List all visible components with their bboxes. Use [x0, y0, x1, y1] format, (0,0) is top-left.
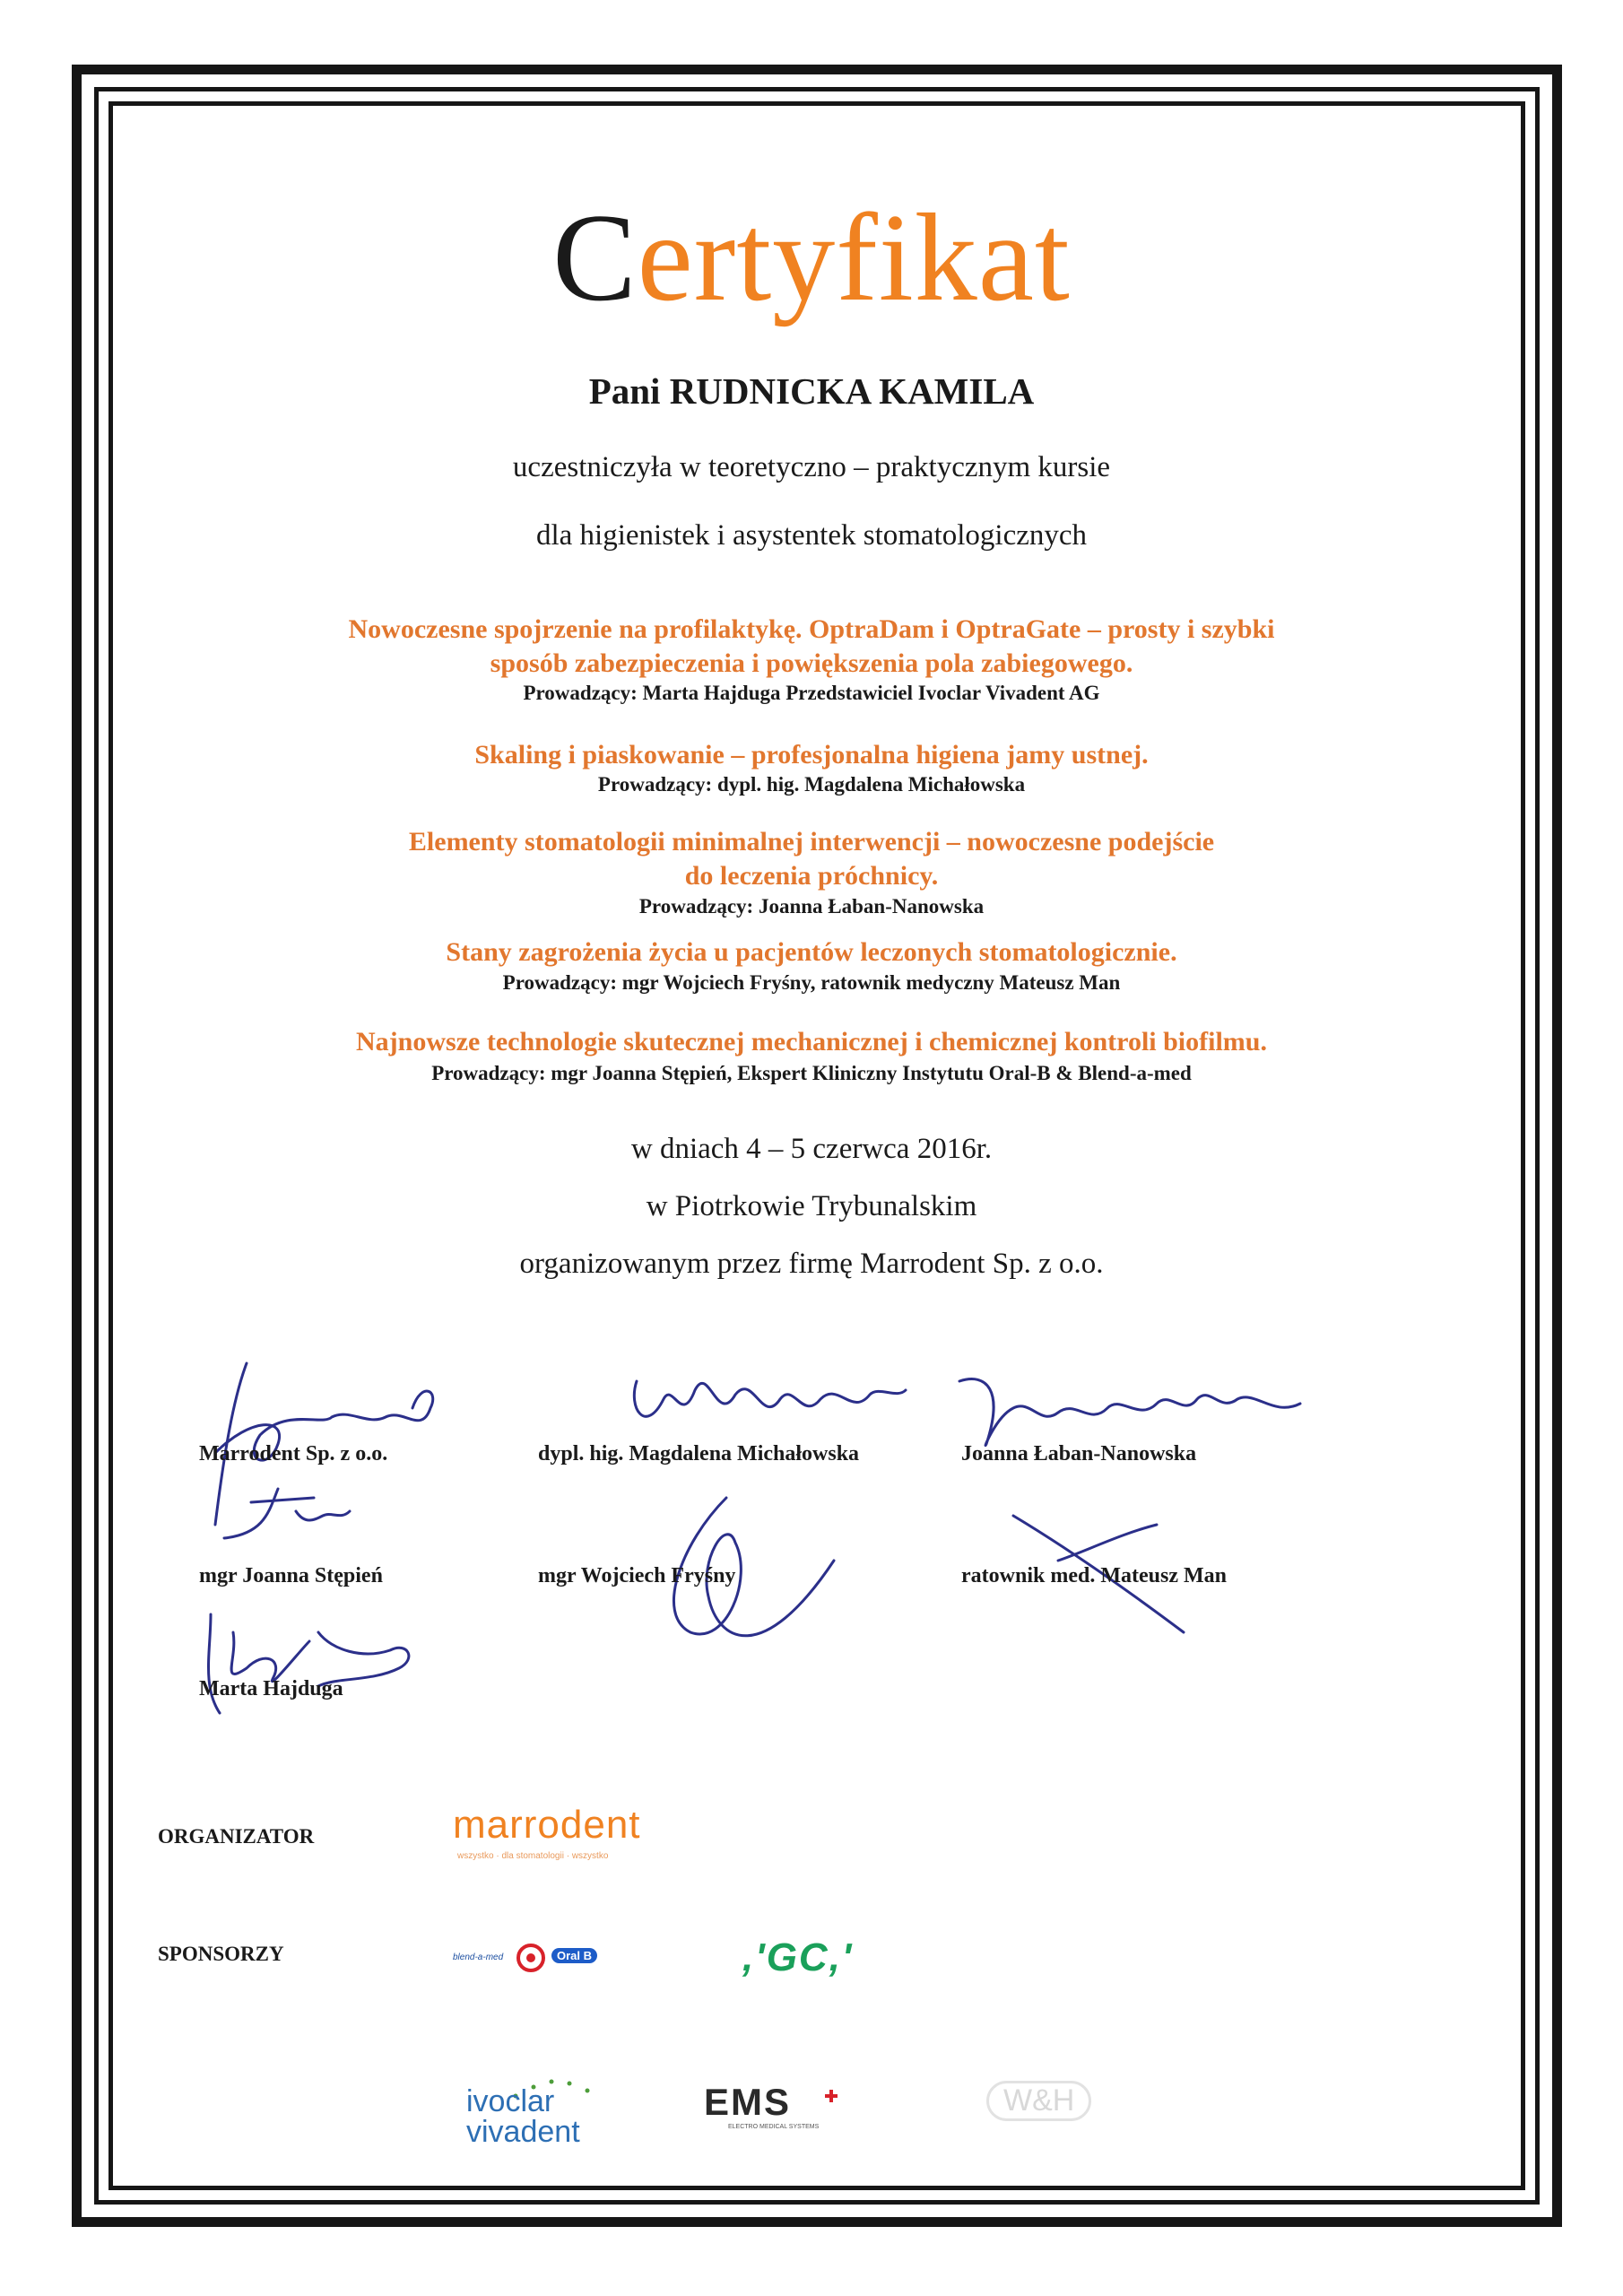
marrodent-tagline: wszystko · dla stomatologii · wszystko — [457, 1851, 609, 1861]
certificate-title — [0, 188, 1623, 327]
signature-label-stepien: mgr Joanna Stępień — [199, 1564, 383, 1587]
course-5-lecturer: Prowadzący: mgr Joanna Stępień, Ekspert Kliniczny Instytutu Oral-B & Blend-a-med — [431, 1062, 1192, 1084]
course-1-title-line-2: sposób zabezpieczenia i powiększenia pola zabiegowego. — [490, 648, 1133, 678]
signature-label-frysny: mgr Wojciech Fryśny — [538, 1564, 736, 1587]
intro-line-2: dla higienistek i asystentek stomatologicznych — [535, 519, 1088, 552]
signature-magdalena-michalowska — [610, 1345, 915, 1453]
blend-a-med-emblem-icon — [516, 1943, 546, 1973]
marrodent-logo: marrodent — [453, 1803, 641, 1847]
course-3-title-line-2: do leczenia próchnicy. — [684, 861, 939, 891]
title-rest: ertyfikat — [637, 188, 1071, 327]
signature-label-laban-nanowska: Joanna Łaban-Nanowska — [961, 1442, 1197, 1465]
ems-logo: EMS — [704, 2081, 792, 2123]
course-4-lecturer: Prowadzący: mgr Wojciech Fryśny, ratownik medyczny Mateusz Man — [502, 971, 1121, 994]
course-3-lecturer: Prowadzący: Joanna Łaban-Nanowska — [638, 895, 985, 918]
ivoclar-logo-line-1: ivoclar — [466, 2084, 555, 2118]
sponsors-label: SPONSORZY — [158, 1943, 284, 1965]
course-1-lecturer: Prowadzący: Marta Hajduga Przedstawiciel Ivoclar Vivadent AG — [523, 682, 1100, 704]
course-2-title: Skaling i piaskowanie – profesjonalna higiena jamy ustnej. — [474, 740, 1149, 770]
wh-logo: W&H — [986, 2081, 1091, 2121]
ems-tagline: ELECTRO MEDICAL SYSTEMS — [728, 2124, 820, 2130]
signature-joanna-stepien — [215, 1484, 368, 1556]
title-first-letter: C — [552, 188, 638, 327]
signature-label-mateusz-man: ratownik med. Mateusz Man — [961, 1564, 1227, 1587]
oral-b-logo: Oral B — [551, 1948, 597, 1963]
course-dates: w dniach 4 – 5 czerwca 2016r. — [630, 1133, 993, 1165]
signature-label-michalowska: dypl. hig. Magdalena Michałowska — [538, 1442, 860, 1465]
course-4-title: Stany zagrożenia życia u pacjentów leczonych stomatologicznie. — [446, 937, 1177, 967]
course-location: w Piotrkowie Trybunalskim — [646, 1190, 977, 1222]
signature-marta-hajduga — [184, 1596, 435, 1722]
course-1-title-line-1: Nowoczesne spojrzenie na profilaktykę. OptraDam i OptraGate – prosty i szybki — [348, 614, 1275, 644]
course-5-title: Najnowsze technologie skutecznej mechanicznej i chemicznej kontroli biofilmu. — [356, 1027, 1267, 1057]
gc-logo: ,'GC,' — [742, 1935, 854, 1979]
course-2-lecturer: Prowadzący: dypl. hig. Magdalena Michałowska — [597, 773, 1026, 796]
signature-label-marrodent: Marrodent Sp. z o.o. — [199, 1442, 388, 1465]
organizer-label: ORGANIZATOR — [158, 1825, 315, 1848]
ivoclar-logo-line-2: vivadent — [466, 2115, 580, 2149]
intro-line-1: uczestniczyła w teoretyczno – praktycznym kursie — [512, 451, 1111, 483]
course-3-title-line-1: Elementy stomatologii minimalnej interwencji – nowoczesne podejście — [408, 827, 1215, 857]
course-organizer: organizowanym przez firmę Marrodent Sp. z o.o. — [519, 1248, 1104, 1280]
recipient-name: Pani RUDNICKA KAMILA — [588, 370, 1035, 412]
ems-cross-icon — [825, 2090, 838, 2102]
signature-label-hajduga: Marta Hajduga — [199, 1677, 343, 1700]
blend-a-med-logo: blend-a-med — [453, 1952, 504, 1962]
